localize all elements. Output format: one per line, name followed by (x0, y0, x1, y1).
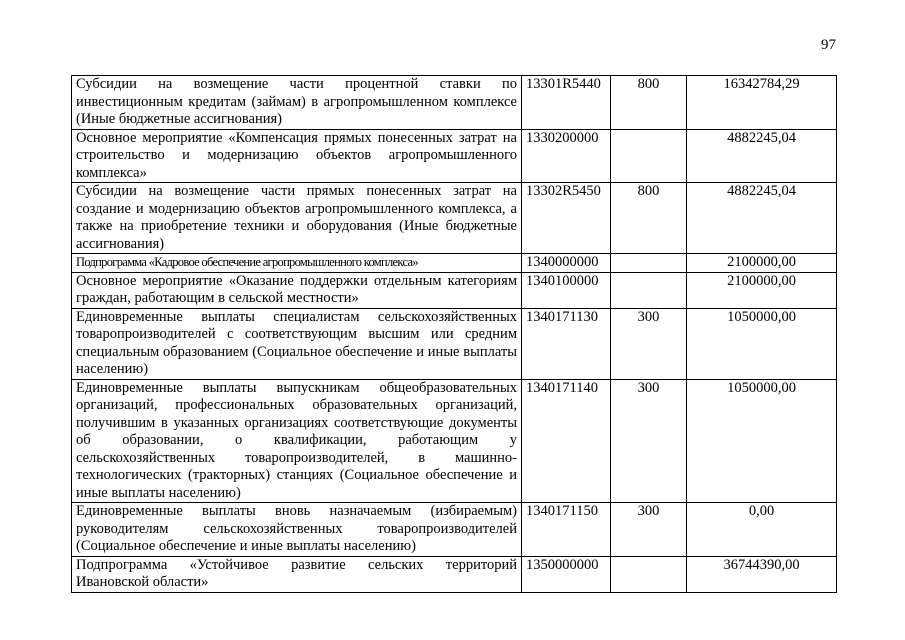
row-type-cell: 300 (611, 379, 687, 503)
row-type-cell (611, 254, 687, 273)
table-row (72, 183, 837, 254)
row-code-cell: 13301R5440 (522, 76, 611, 130)
row-amount-cell: 0,00 (687, 503, 837, 557)
row-amount-cell: 1050000,00 (687, 308, 837, 379)
table-row (72, 254, 837, 273)
row-type-cell: 800 (611, 183, 687, 254)
row-name-cell: Субсидии на возмещение части прямых понесенных затрат на создание и модернизацию объектов агропромышленного комплекса, а также на приобретение техники и оборудования (Иные бюджетные ассигнования) (72, 183, 522, 254)
row-type-cell: 800 (611, 76, 687, 130)
row-name-cell: Единовременные выплаты специалистам сельскохозяйственных товаропроизводителей с соответствующим высшим или средним специальным образованием (Социальное обеспечение и иные выплаты населению) (72, 308, 522, 379)
table-row (72, 308, 837, 379)
row-amount-cell: 1050000,00 (687, 379, 837, 503)
row-amount-cell: 2100000,00 (687, 272, 837, 308)
row-code-cell: 1340171150 (522, 503, 611, 557)
row-name-cell: Подпрограмма «Кадровое обеспечение агропромышленного комплекса» (72, 254, 522, 273)
table-row (72, 76, 837, 130)
table-row (72, 129, 837, 183)
page-number: 97 (821, 37, 836, 53)
row-code-cell: 13302R5450 (522, 183, 611, 254)
row-name-cell: Подпрограмма «Устойчивое развитие сельских территорий Ивановской области» (72, 556, 522, 592)
row-amount-cell: 2100000,00 (687, 254, 837, 273)
row-code-cell: 1340000000 (522, 254, 611, 273)
table-row (72, 556, 837, 592)
table-row (72, 272, 837, 308)
row-type-cell: 300 (611, 308, 687, 379)
row-type-cell (611, 129, 687, 183)
row-code-cell: 1340171140 (522, 379, 611, 503)
row-code-cell: 1330200000 (522, 129, 611, 183)
row-type-cell: 300 (611, 503, 687, 557)
row-type-cell (611, 556, 687, 592)
row-amount-cell: 4882245,04 (687, 129, 837, 183)
budget-table (71, 75, 837, 593)
row-amount-cell: 16342784,29 (687, 76, 837, 130)
row-name-cell: Единовременные выплаты выпускникам общеобразовательных организаций, профессиональных образовательных организаций, получившим в указанных организациях соответствующие документы об образовании, о квалификации, работающим у сельскохозяйственных товаропроизводителей, в машинно-технологических (тракторных) станциях (Социальное обеспечение и иные выплаты населению) (72, 379, 522, 503)
table-row (72, 503, 837, 557)
row-name-cell: Основное мероприятие «Компенсация прямых понесенных затрат на строительство и модернизацию объектов агропромышленного комплекса» (72, 129, 522, 183)
table-row (72, 379, 837, 503)
row-amount-cell: 4882245,04 (687, 183, 837, 254)
row-name-cell: Субсидии на возмещение части процентной ставки по инвестиционным кредитам (займам) в агропромышленном комплексе (Иные бюджетные ассигнования) (72, 76, 522, 130)
row-name-cell: Основное мероприятие «Оказание поддержки отдельным категориям граждан, работающим в сельской местности» (72, 272, 522, 308)
row-name-cell: Единовременные выплаты вновь назначаемым (избираемым) руководителям сельскохозяйственных товаропроизводителей (Социальное обеспечение и иные выплаты населению) (72, 503, 522, 557)
row-code-cell: 1340100000 (522, 272, 611, 308)
row-code-cell: 1350000000 (522, 556, 611, 592)
row-code-cell: 1340171130 (522, 308, 611, 379)
row-amount-cell: 36744390,00 (687, 556, 837, 592)
row-type-cell (611, 272, 687, 308)
